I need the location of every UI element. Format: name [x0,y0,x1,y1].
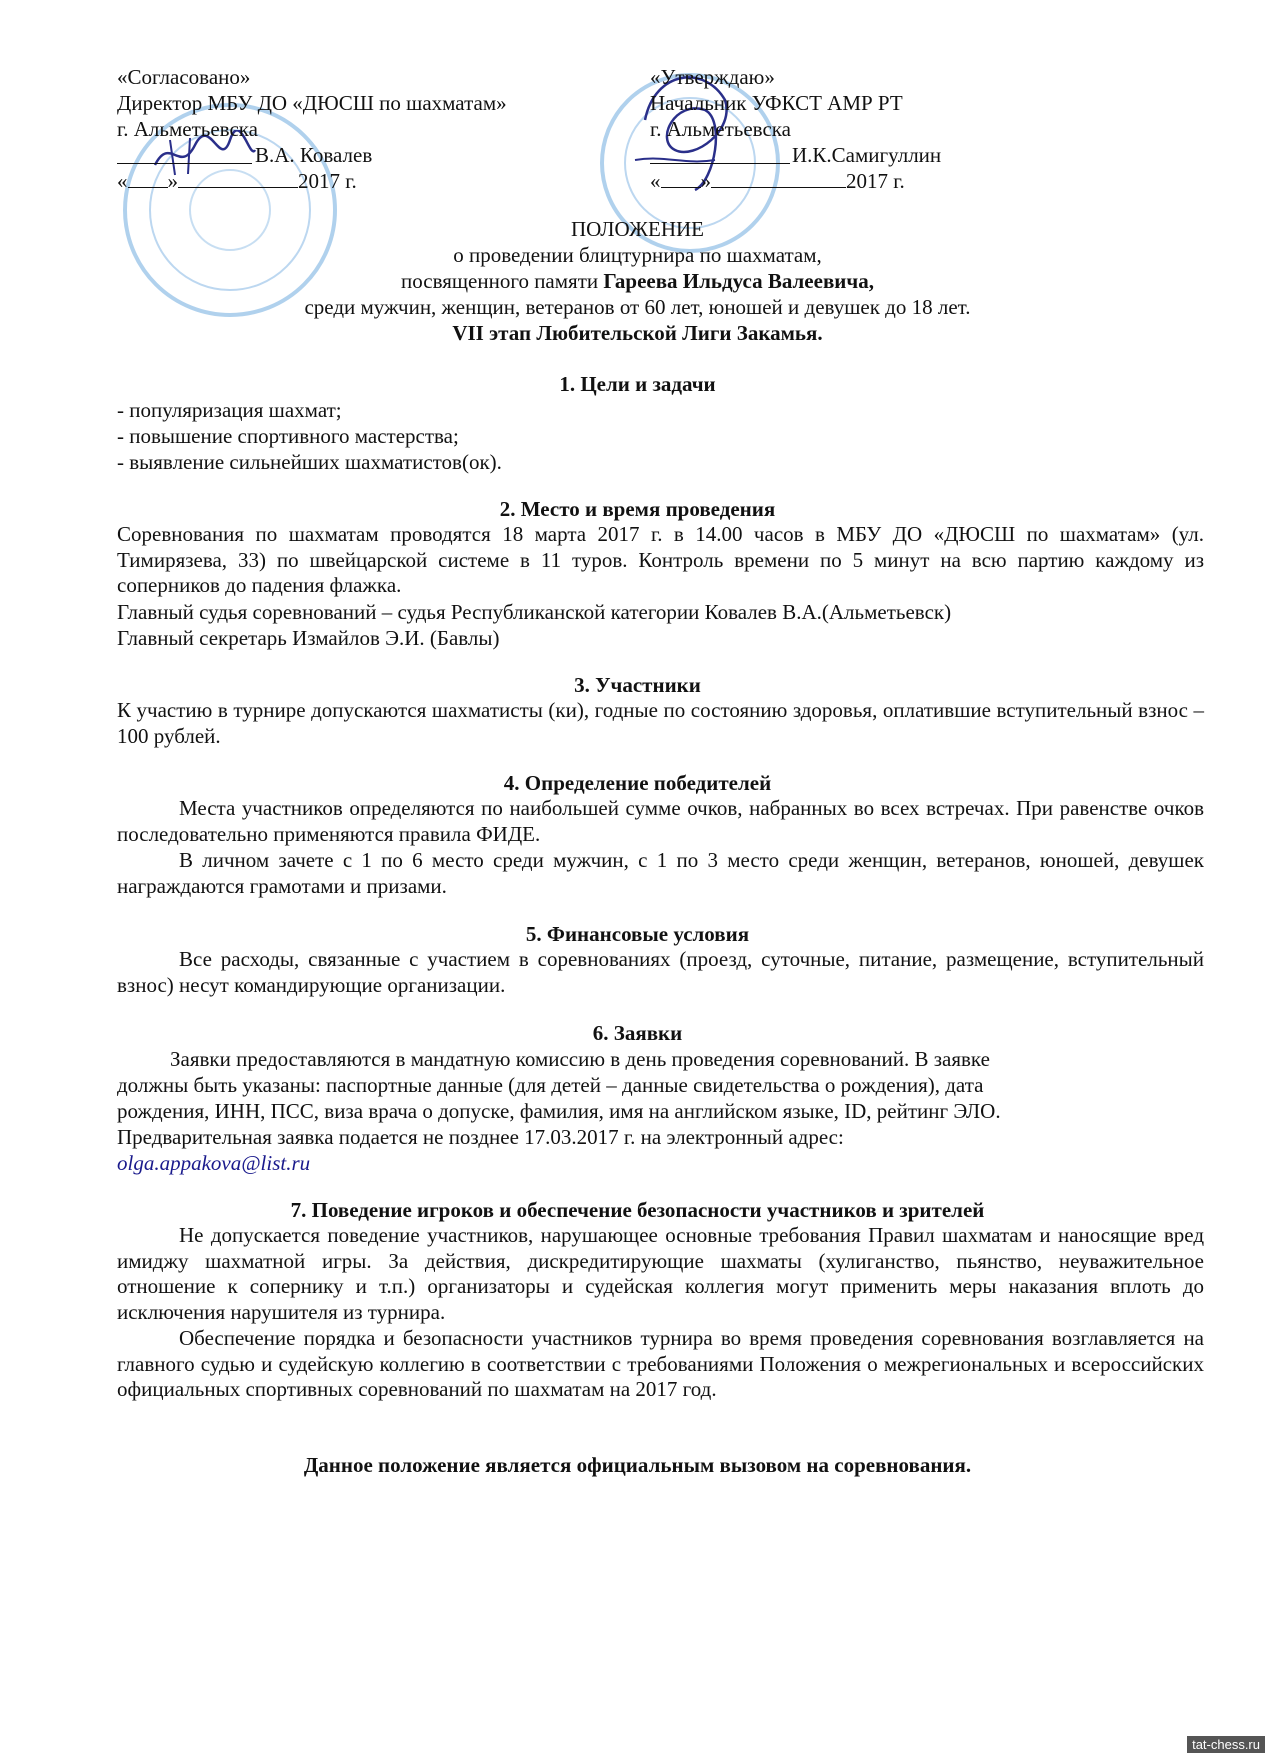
section-1-item: - популяризация шахмат; [117,398,342,422]
section-5-heading: 5. Финансовые условия [525,922,750,946]
section-1-item: - повышение спортивного мастерства; [117,424,459,448]
approval-left-line3: г. Альметьевска [117,117,258,141]
email-link[interactable]: olga.appakova@list.ru [117,1151,311,1175]
approval-left-line1: «Согласовано» [117,65,251,89]
section-4-para-2: В личном зачете с 1 по 6 место среди мужчин, с 1 по 3 место среди женщин, ветеранов, юношей, девушек награждаются грамотами и призами. [117,848,1204,898]
section-6-line2: должны быть указаны: паспортные данные (для детей – данные свидетельства о рождения), дата [117,1073,984,1097]
approval-left-line4: В.А. Ковалев [255,143,373,167]
section-2-secretary: Главный секретарь Измайлов Э.И. (Бавлы) [117,626,500,650]
section-7-para-2: Обеспечение порядка и безопасности участников турнира во время проведения соревнования возглавляется на главного судью и судейскую коллегию в соответствии с требованиями Положения о межрегиональных и всероссийских официальных спортивных соревнований по шахматам на 2017 год. [117,1326,1204,1402]
approval-right-line3: г. Альметьевска [650,117,791,141]
approval-right-line1: «Утверждаю» [650,65,775,89]
section-5-para: Все расходы, связанные с участием в соревнованиях (проезд, суточные, питание, размещение, вступительный взнос) несут командирующие организации. [117,947,1204,997]
section-6-line1: Заявки предоставляются в мандатную комиссию в день проведения соревнований. В заявке [170,1047,990,1071]
approval-right-line2: Начальник УФКСТ АМР РТ [650,91,903,115]
section-2-judge: Главный судья соревнований – судья Республиканской категории Ковалев В.А.(Альметьевск) [117,600,952,624]
closing-statement: Данное положение является официальным вызовом на соревнования. [303,1453,972,1477]
section-2-heading: 2. Место и время проведения [499,497,776,521]
site-watermark: tat-chess.ru [1187,1736,1265,1753]
section-4-heading: 4. Определение победителей [503,771,772,795]
doc-subtitle-1: о проведении блицтурнира по шахматам, [453,243,822,267]
approval-left-date: « » 2017 г. [117,169,357,193]
section-1-heading: 1. Цели и задачи [559,372,716,396]
right-signature-line [650,163,790,164]
section-6-line3: рождения, ИНН, ПСС, виза врача о допуске, фамилия, имя на английском языке, ID, рейтинг ЭЛО. [117,1099,1001,1123]
approval-right-line4: И.К.Самигуллин [792,143,942,167]
doc-subtitle-2: посвященного памяти Гареева Ильдуса Валеевича, [401,269,874,293]
section-3-para: К участию в турнире допускаются шахматисты (ки), годные по состоянию здоровья, оплатившие вступительный взнос – 100 рублей. [117,698,1204,748]
doc-heading: ПОЛОЖЕНИЕ [571,217,704,241]
left-signature-line [117,163,252,164]
doc-subtitle-4: VII этап Любительской Лиги Закамья. [452,321,823,345]
section-4-para-1: Места участников определяются по наибольшей сумме очков, набранных во всех встречах. При равенстве очков последовательно применяются правила ФИДЕ. [117,796,1204,846]
section-7-heading: 7. Поведение игроков и обеспечение безопасности участников и зрителей [290,1198,985,1222]
approval-left-line2: Директор МБУ ДО «ДЮСШ по шахматам» [117,91,507,115]
section-3-heading: 3. Участники [574,673,701,697]
section-2-para: Соревнования по шахматам проводятся 18 марта 2017 г. в 14.00 часов в МБУ ДО «ДЮСШ по шахматам» (ул. Тимирязева, 33) по швейцарской системе в 11 туров. Контроль времени по 5 минут на всю партию каждому из соперников до падения флажка. [117,522,1204,598]
approval-right-date: « » 2017 г. [650,169,905,193]
section-7-para-1: Не допускается поведение участников, нарушающее основные требования Правил шахматам и наносящие вред имиджу шахматной игры. За действия, дискредитирующие шахматы (хулиганство, пьянство, неуважительное отношение к сопернику и т.п.) организаторы и судейская коллегия могут применить меры наказания вплоть до исключения нарушителя из турнира. [117,1223,1204,1324]
section-6-heading: 6. Заявки [592,1021,683,1045]
doc-subtitle-3: среди мужчин, женщин, ветеранов от 60 лет, юношей и девушек до 18 лет. [304,295,971,319]
section-6-line4: Предварительная заявка подается не позднее 17.03.2017 г. на электронный адрес: [117,1125,844,1149]
section-1-item: - выявление сильнейших шахматистов(ок). [117,450,502,474]
